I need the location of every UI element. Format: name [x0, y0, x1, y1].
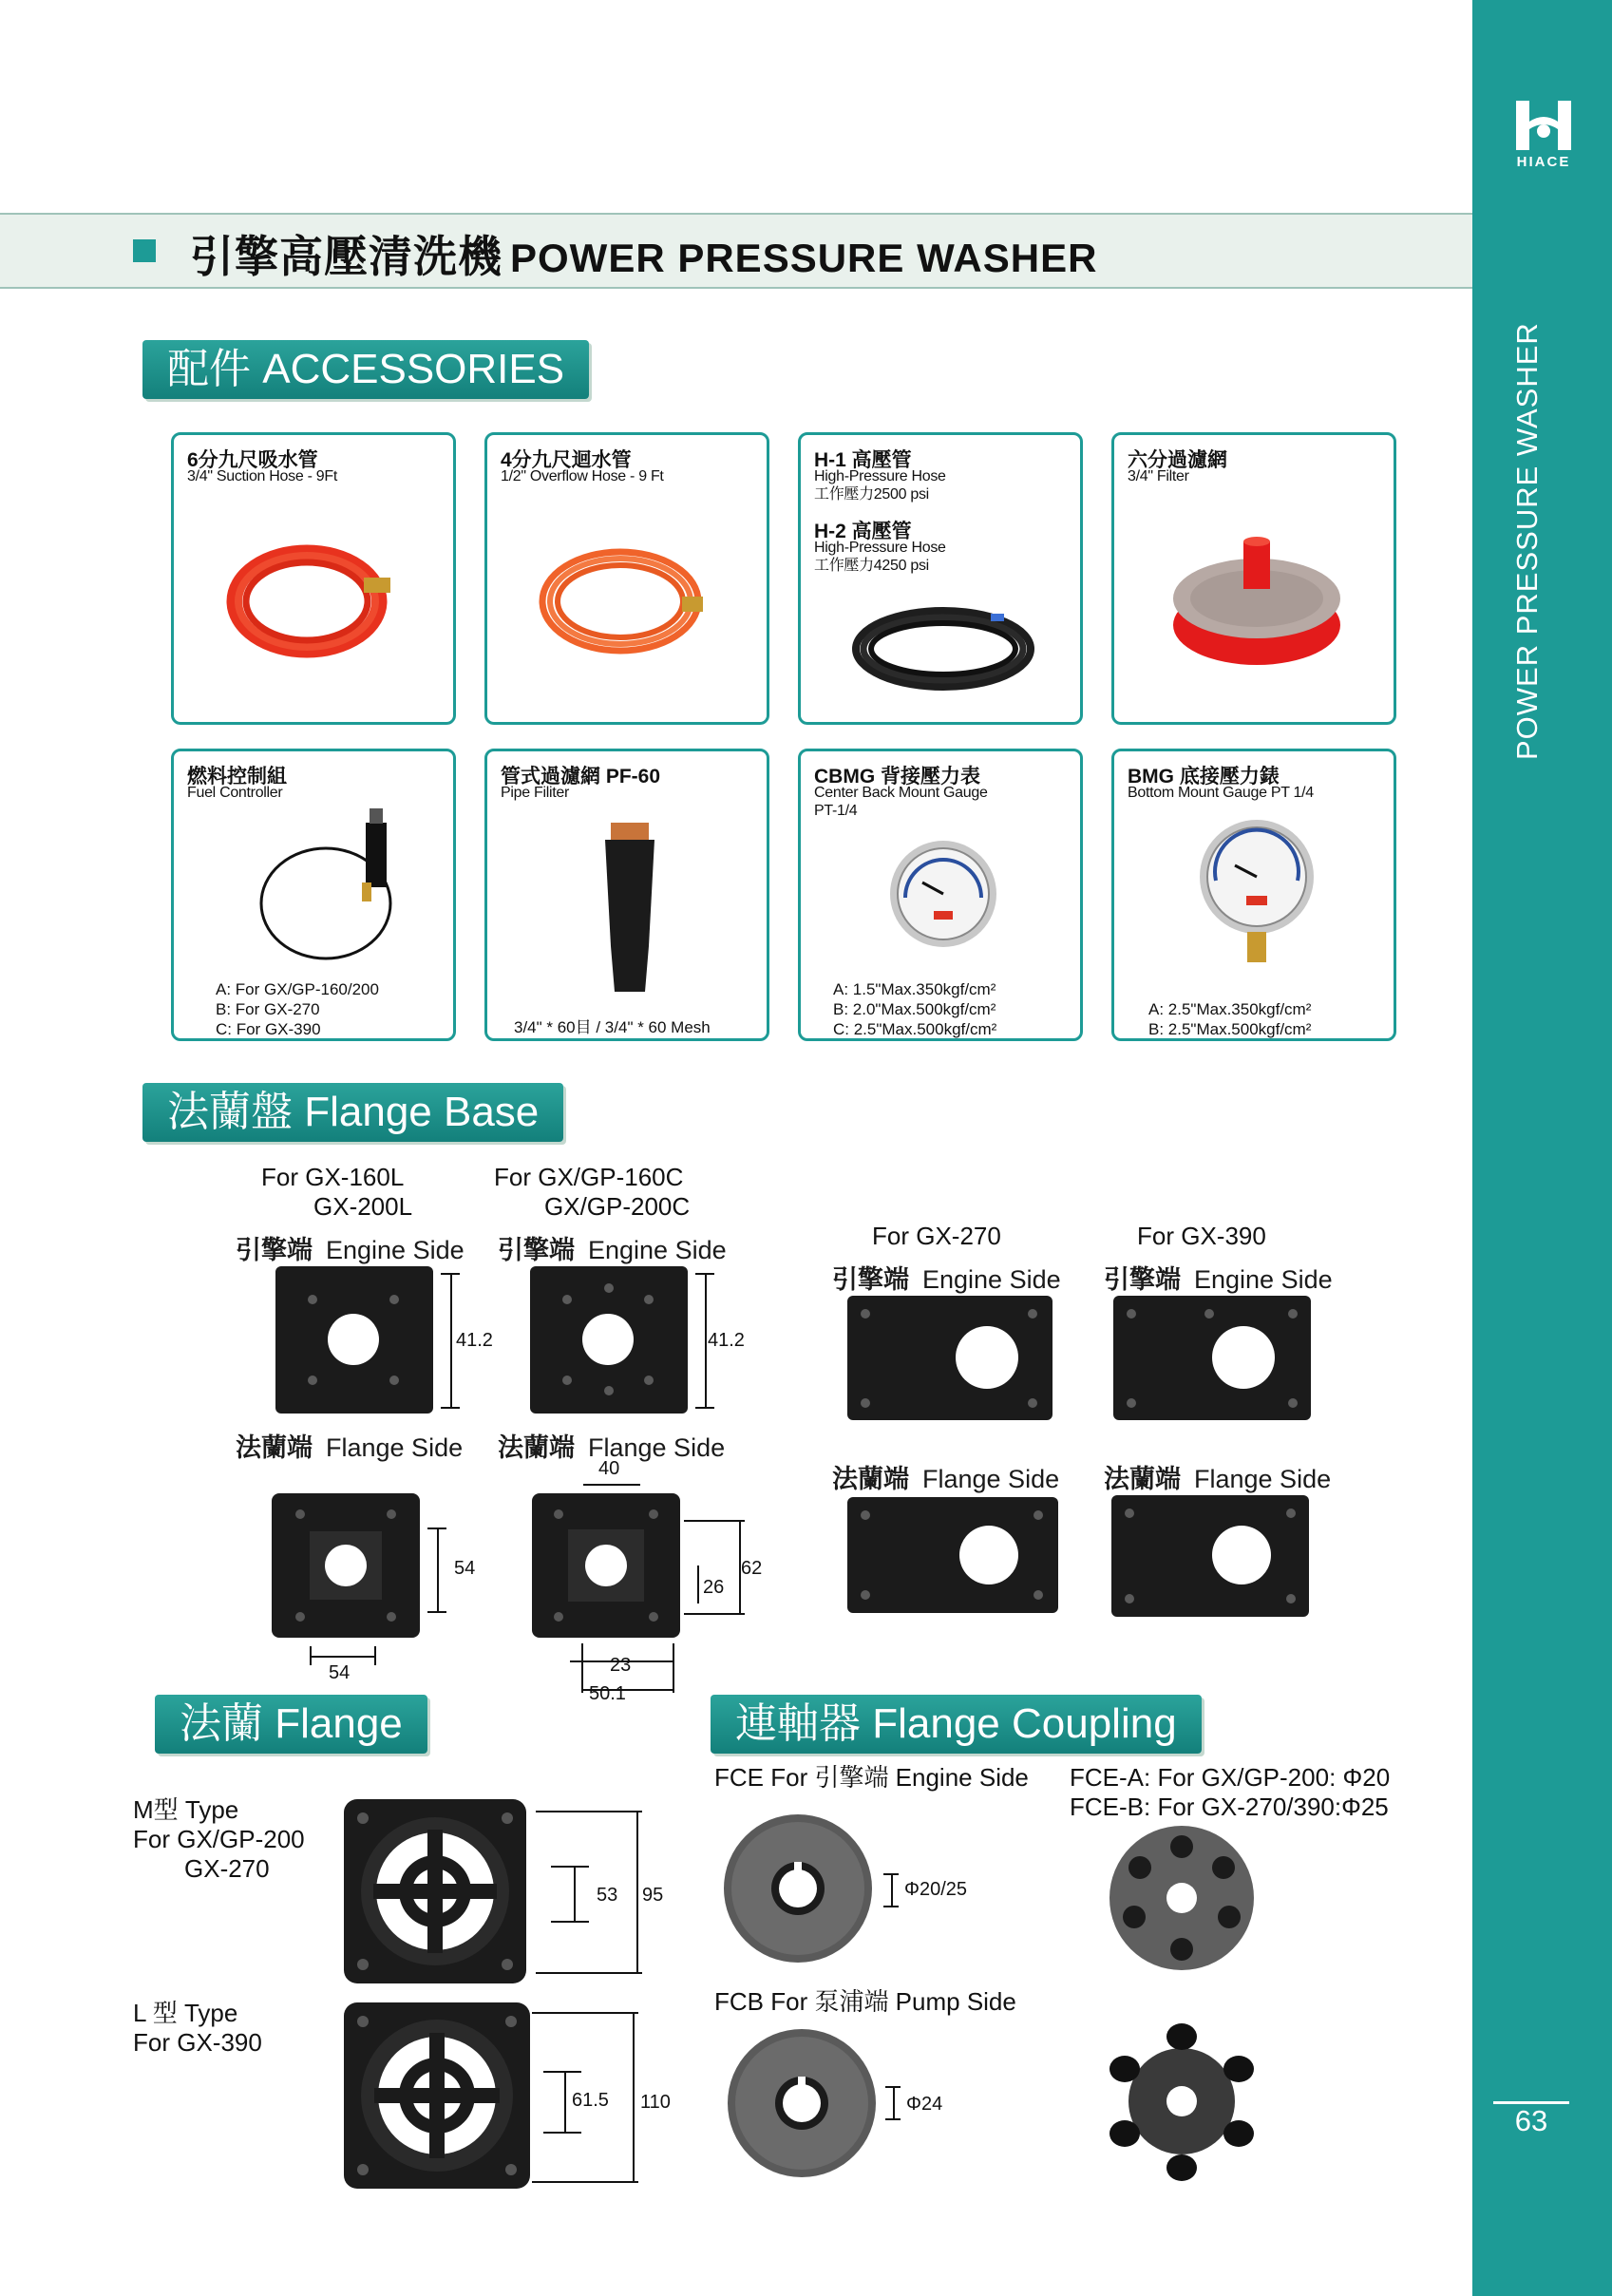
- brand-name: HIACE: [1516, 154, 1571, 170]
- dimension-tick: [684, 1520, 745, 1522]
- high-pressure-hose-image: [848, 597, 1048, 701]
- dimension-line: [583, 1484, 640, 1486]
- accessory-card-overflow-hose: [484, 432, 769, 725]
- accessory-card-filter: [1111, 432, 1396, 725]
- spec-line: B: For GX-270: [216, 1000, 320, 1018]
- model-label: For GX/GP-160C: [494, 1163, 684, 1191]
- model-label: GX-200L: [313, 1192, 413, 1221]
- engine-side-en: Engine Side: [588, 1236, 727, 1264]
- dimension-label: 53: [597, 1885, 618, 1906]
- dimension-line: [437, 1528, 439, 1613]
- bmg-gauge-image: [1195, 818, 1318, 970]
- dimension-label: 54: [329, 1662, 351, 1683]
- dimension-tick: [551, 1921, 589, 1923]
- model-label: For GX-160L: [261, 1163, 405, 1191]
- accessory-card-bmg-gauge: [1111, 749, 1396, 1041]
- spec-line: B: 2.5"Max.500kgf/cm²: [1148, 1020, 1312, 1038]
- engine-side-label: [236, 1229, 465, 1266]
- l-type-label: L 型 Type: [133, 1999, 238, 2027]
- model-label: For GX-390: [1137, 1222, 1266, 1250]
- card-title: 6分九尺吸水管: [187, 449, 318, 471]
- fcb-coupling-image: [726, 2027, 878, 2179]
- dimension-tick: [673, 1643, 674, 1693]
- dimension-line: [636, 1811, 638, 1974]
- overflow-hose-image: [525, 530, 734, 673]
- dimension-label: 61.5: [572, 2090, 609, 2111]
- engine-side-zh: 引擎端: [1104, 1265, 1181, 1294]
- dimension-label: 110: [640, 2092, 671, 2113]
- card-title: H-1 高壓管: [814, 449, 912, 471]
- spec-line: A: 2.5"Max.350kgf/cm²: [1148, 1000, 1312, 1018]
- card-subtitle: 3/4" Suction Hose - 9Ft: [187, 468, 337, 484]
- dimension-tick: [536, 1811, 642, 1812]
- card-subtitle: Center Back Mount Gauge: [814, 785, 988, 801]
- dimension-line: [574, 1866, 576, 1923]
- dimension-tick: [695, 1273, 714, 1275]
- dimension-tick: [310, 1646, 312, 1665]
- dimension-label: 54: [454, 1558, 476, 1579]
- m-type-model: GX-270: [184, 1854, 270, 1883]
- flange-side-en: Flange Side: [588, 1433, 726, 1462]
- accessory-card-cbmg-gauge: [798, 749, 1083, 1041]
- dimension-tick: [532, 2181, 638, 2183]
- accessory-card-high-pressure-hose: [798, 432, 1083, 725]
- dimension-label: 41.2: [456, 1330, 493, 1351]
- coupling-heading: 連軸器 Flange Coupling: [711, 1695, 1202, 1754]
- dimension-tick: [883, 1906, 899, 1907]
- hiace-logo-icon: [1510, 99, 1577, 152]
- engine-side-label: [832, 1259, 1061, 1296]
- card-subtitle: High-Pressure Hose: [814, 468, 946, 484]
- page-title-en: POWER PRESSURE WASHER: [510, 236, 1098, 280]
- dimension-tick: [543, 2071, 581, 2073]
- flange-side-label: [832, 1458, 1059, 1495]
- card-title: 管式過濾網 PF-60: [501, 766, 661, 787]
- spec-line: A: For GX/GP-160/200: [216, 980, 379, 998]
- dimension-label: 95: [642, 1885, 664, 1906]
- dimension-tick: [551, 1866, 589, 1868]
- flange-side-zh: 法蘭端: [498, 1433, 575, 1462]
- pipe-filter-image: [592, 823, 668, 1003]
- card-title: 燃料控制組: [187, 766, 287, 787]
- dimension-label: 40: [598, 1458, 620, 1479]
- dimension-line: [310, 1656, 376, 1658]
- dimension-tick: [536, 1972, 642, 1974]
- card-title: BMG 底接壓力錶: [1128, 766, 1280, 787]
- cbmg-gauge-image: [886, 837, 1000, 951]
- engine-side-en: Engine Side: [326, 1236, 465, 1264]
- fuel-controller-image: [250, 789, 421, 970]
- dimension-tick: [374, 1646, 376, 1665]
- dimension-tick: [543, 2132, 581, 2134]
- card-subtitle: Pipe Filiter: [501, 785, 569, 801]
- dimension-label: 41.2: [708, 1330, 745, 1351]
- engine-side-label: [1104, 1259, 1333, 1296]
- card-pressure-2: 工作壓力4250 psi: [814, 558, 929, 574]
- dimension-line: [705, 1273, 707, 1409]
- engine-plate-gx390: [1113, 1296, 1311, 1420]
- dimension-label: 26: [703, 1577, 725, 1598]
- card-subtitle: 3/4" Filter: [1128, 468, 1189, 484]
- spec-line: C: 2.5"Max.500kgf/cm²: [833, 1020, 997, 1038]
- card-title: 4分九尺迴水管: [501, 449, 632, 471]
- dimension-line: [891, 1873, 893, 1907]
- dimension-line: [697, 1565, 699, 1603]
- engine-side-label: [498, 1229, 727, 1266]
- page-title-zh: 引擎高壓清洗機: [190, 232, 503, 281]
- side-title: POWER PRESSURE WASHER: [1510, 322, 1544, 760]
- card-title: CBMG 背接壓力表: [814, 766, 980, 787]
- dimension-tick: [441, 1407, 460, 1409]
- card-subtitle: 1/2" Overflow Hose - 9 Ft: [501, 468, 664, 484]
- fcb-label: FCB For 泵浦端 Pump Side: [714, 1987, 1016, 2016]
- flange-base-heading: 法蘭盤 Flange Base: [142, 1083, 563, 1142]
- flange-side-label: [236, 1427, 463, 1464]
- m-type-label: M型 Type: [133, 1795, 239, 1824]
- flange-side-en: Flange Side: [922, 1465, 1060, 1493]
- card-subtitle-b: PT-1/4: [814, 803, 858, 819]
- m-type-model: For GX/GP-200: [133, 1825, 305, 1853]
- dimension-tick: [885, 2086, 901, 2088]
- flange-plate-gx160c: [532, 1493, 680, 1638]
- fce-spider-image: [1106, 1822, 1258, 1974]
- dimension-tick: [885, 2118, 901, 2120]
- page-title: [190, 222, 1097, 285]
- flange-side-zh: 法蘭端: [832, 1465, 909, 1493]
- flange-heading: 法蘭 Flange: [155, 1695, 427, 1754]
- card-subtitle: Fuel Controller: [187, 785, 283, 801]
- dimension-tick: [532, 2012, 638, 2014]
- flange-plate-gx390: [1111, 1495, 1309, 1617]
- engine-side-zh: 引擎端: [832, 1265, 909, 1294]
- engine-side-zh: 引擎端: [236, 1236, 313, 1264]
- dimension-label: Φ20/25: [904, 1879, 968, 1900]
- l-type-model: For GX-390: [133, 2028, 262, 2057]
- model-label: GX/GP-200C: [544, 1192, 691, 1221]
- card-title-2: H-2 高壓管: [814, 521, 912, 542]
- flange-plate-gx270: [847, 1497, 1058, 1613]
- dimension-line: [893, 2086, 895, 2120]
- dimension-tick: [883, 1873, 899, 1875]
- dimension-line: [450, 1273, 452, 1409]
- fce-a-label: FCE-A: For GX/GP-200: Φ20: [1070, 1763, 1391, 1792]
- fcb-spider-image: [1102, 2016, 1261, 2187]
- brand-logo: [1482, 99, 1605, 170]
- engine-side-en: Engine Side: [1194, 1265, 1333, 1294]
- m-type-flange-image: [344, 1799, 526, 1983]
- engine-side-zh: 引擎端: [498, 1236, 575, 1264]
- accessory-card-fuel-controller: [171, 749, 456, 1041]
- flange-side-en: Flange Side: [1194, 1465, 1332, 1493]
- engine-plate-gx160c: [530, 1266, 688, 1414]
- page-number: 63: [1514, 2104, 1548, 2137]
- dimension-label: 23: [610, 1655, 632, 1676]
- flange-plate-gx160l: [272, 1493, 420, 1638]
- dimension-line: [564, 2071, 566, 2134]
- fce-coupling-image: [722, 1812, 874, 1964]
- card-subtitle-2: High-Pressure Hose: [814, 540, 946, 556]
- model-label: For GX-270: [872, 1222, 1001, 1250]
- dimension-tick: [427, 1528, 446, 1529]
- dimension-label: 62: [741, 1558, 763, 1579]
- engine-plate-gx160l: [275, 1266, 433, 1414]
- spec-line: A: 1.5"Max.350kgf/cm²: [833, 980, 996, 998]
- flange-side-zh: 法蘭端: [1104, 1465, 1181, 1493]
- l-type-flange-image: [344, 2002, 530, 2189]
- dimension-tick: [684, 1613, 745, 1615]
- flange-side-en: Flange Side: [326, 1433, 464, 1462]
- dimension-label: 50.1: [589, 1683, 626, 1704]
- dimension-tick: [427, 1611, 446, 1613]
- dimension-tick: [441, 1273, 460, 1275]
- card-subtitle: Bottom Mount Gauge PT 1/4: [1128, 785, 1314, 801]
- spec-line: C: For GX-390: [216, 1020, 321, 1038]
- card-title: 六分過濾網: [1128, 449, 1227, 471]
- accessory-card-suction-hose: [171, 432, 456, 725]
- header-square-icon: [133, 239, 156, 262]
- filter-image: [1162, 521, 1352, 682]
- fce-b-label: FCE-B: For GX-270/390:Φ25: [1070, 1793, 1389, 1821]
- dimension-line: [633, 2012, 635, 2183]
- accessories-heading: 配件 ACCESSORIES: [142, 340, 589, 399]
- flange-side-label: [1104, 1458, 1331, 1495]
- engine-side-en: Engine Side: [922, 1265, 1061, 1294]
- accessory-card-pipe-filter: [484, 749, 769, 1041]
- spec-line: B: 2.0"Max.500kgf/cm²: [833, 1000, 996, 1018]
- card-pressure: 工作壓力2500 psi: [814, 486, 929, 503]
- dimension-label: Φ24: [906, 2094, 943, 2115]
- dimension-tick: [695, 1407, 714, 1409]
- fce-label: FCE For 引擎端 Engine Side: [714, 1763, 1029, 1792]
- dimension-tick: [581, 1643, 583, 1693]
- flange-side-zh: 法蘭端: [236, 1433, 313, 1462]
- spec-line: 3/4" * 60目 / 3/4" * 60 Mesh: [514, 1018, 711, 1036]
- suction-hose-image: [212, 530, 421, 673]
- engine-plate-gx270: [847, 1296, 1053, 1420]
